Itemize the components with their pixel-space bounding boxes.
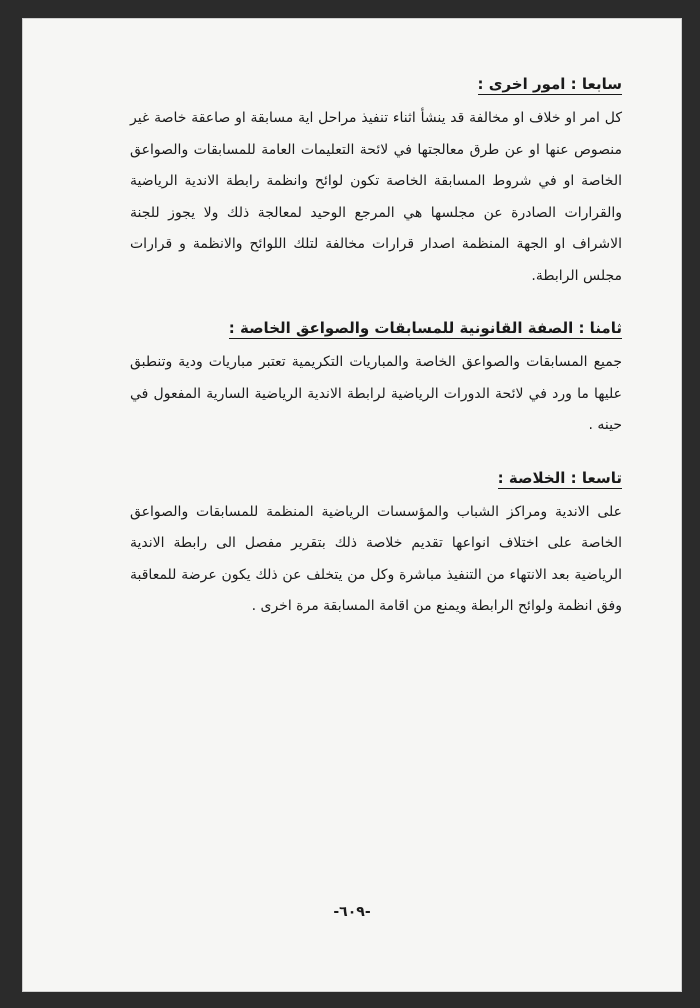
section-heading: ثامنا : الصفة القانونية للمسابقات والصواعق الخاصة : bbox=[228, 319, 622, 337]
section-heading: سابعا : امور اخرى : bbox=[477, 75, 622, 93]
section-ninth bbox=[130, 468, 622, 623]
section-paragraph: على الاندية ومراكز الشباب والمؤسسات الرياضية المنظمة للمسابقات والصواعق الخاصة على اختلاف انواعها تقديم خلاصة ذلك بتقرير مفصل الى رابطة الاندية الرياضية بعد الانتهاء من التنفيذ مباشرة وكل من يتخلف عن ذلك يكون عرضة للمعاقبة وفق انظمة ولوائح الرابطة ويمنع من اقامة المسابقة مرة اخرى . bbox=[130, 503, 622, 614]
page-number: -٦٠٩- bbox=[333, 904, 371, 920]
section-paragraph: جميع المسابقات والصواعق الخاصة والمباريات التكريمية تعتبر مباريات ودية وتنطبق عليها ما ورد في لائحة الدورات الرياضية لرابطة الاندية الرياضية السارية المفعول في حينه . bbox=[130, 354, 622, 433]
page-content bbox=[130, 74, 622, 649]
section-heading: تاسعا : الخلاصة : bbox=[497, 468, 622, 487]
section-paragraph: كل امر او خلاف او مخالفة قد ينشأ اثناء تنفيذ مراحل اية مسابقة او صاعقة خاصة غير منصوص عنها او عن طرق معالجتها في لائحة التعليمات العامة للمسابقات والصواعق الخاصة او في شروط المسابقة الخاصة تكون لوائح وانظمة رابطة الاندية الرياضية والقرارات الصادرة عن مجلسها هي المرجع الوحيد لمعالجة ذلك ولا يجوز للجنة الاشراف او الجهة المنظمة اصدار قرارات مخالفة لتلك اللوائح والانظمة و قرارات مجلس الرابطة. bbox=[130, 110, 622, 284]
section-eighth bbox=[130, 318, 622, 442]
section-seventh bbox=[130, 74, 622, 292]
document-page bbox=[22, 18, 682, 992]
